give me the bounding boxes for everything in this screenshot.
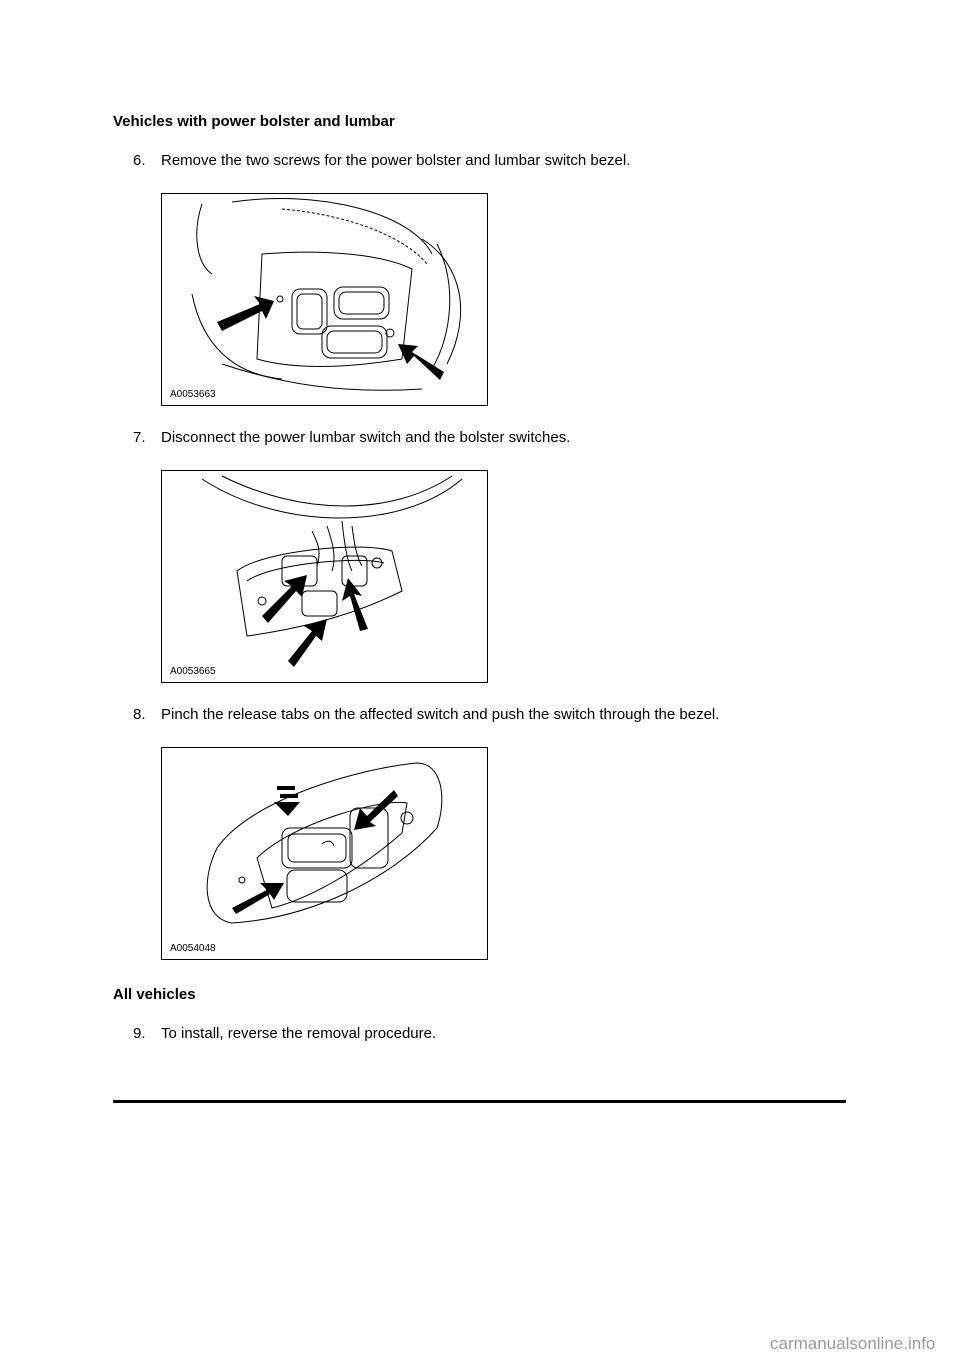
switch-connectors-illustration xyxy=(162,471,487,682)
figure-label: A0054048 xyxy=(170,943,216,954)
page-divider xyxy=(113,1100,846,1103)
release-tabs-illustration xyxy=(162,748,487,959)
step-9 xyxy=(133,1025,436,1042)
bezel-screws-illustration xyxy=(162,194,487,405)
figure-switch-connectors xyxy=(161,470,488,683)
step-number: 8. xyxy=(133,706,146,723)
step-number: 7. xyxy=(133,429,146,446)
watermark: carmanualsonline.info xyxy=(770,1334,936,1353)
step-6 xyxy=(133,152,630,169)
section-heading-power-bolster: Vehicles with power bolster and lumbar xyxy=(113,113,395,130)
section-heading-all-vehicles: All vehicles xyxy=(113,986,196,1003)
figure-label: A0053663 xyxy=(170,389,216,400)
step-number: 9. xyxy=(133,1025,146,1042)
step-7 xyxy=(133,429,570,446)
figure-label: A0053665 xyxy=(170,666,216,677)
step-text: Disconnect the power lumbar switch and the bolster switches. xyxy=(161,429,571,446)
step-text: Remove the two screws for the power bolster and lumbar switch bezel. xyxy=(161,152,631,169)
step-number: 6. xyxy=(133,152,146,169)
step-text: To install, reverse the removal procedure. xyxy=(161,1025,437,1042)
figure-bezel-screws xyxy=(161,193,488,406)
figure-release-tabs xyxy=(161,747,488,960)
step-8 xyxy=(133,706,719,723)
step-text: Pinch the release tabs on the affected switch and push the switch through the bezel. xyxy=(161,706,720,723)
